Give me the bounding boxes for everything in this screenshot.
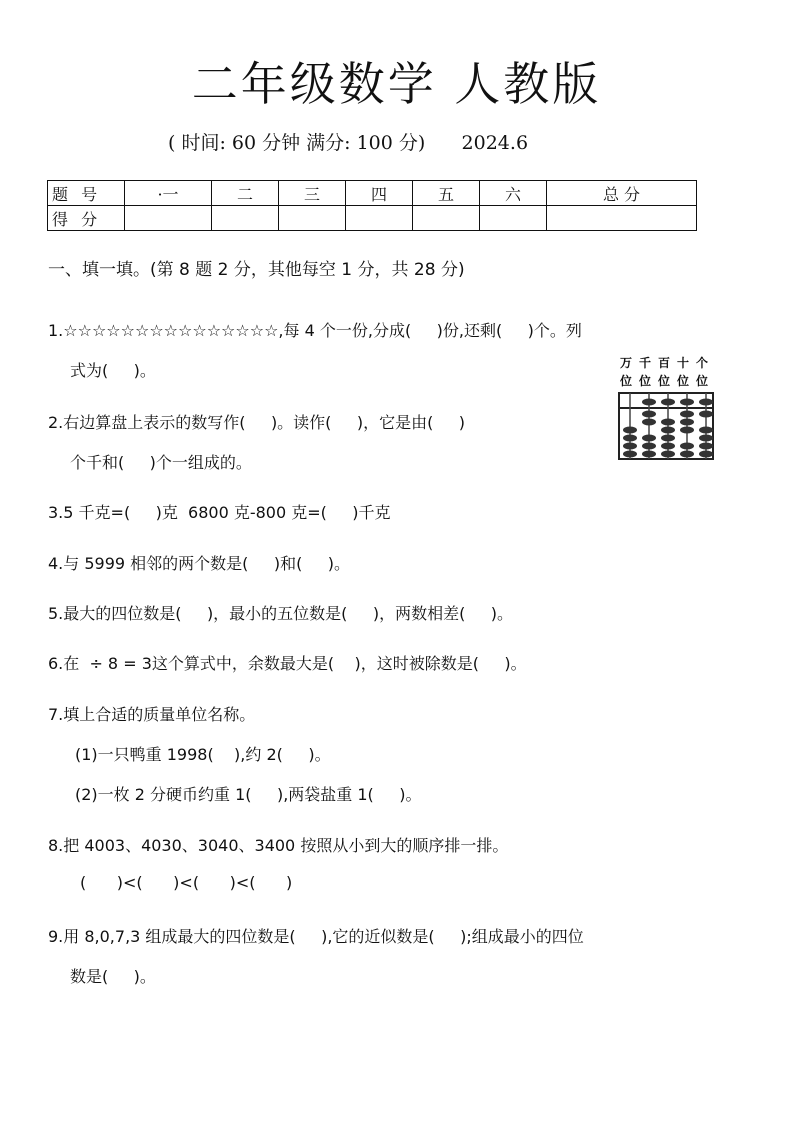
score-input-cell[interactable] [125,206,212,231]
exam-info: ( 时间: 60 分钟 满分: 100 分) 2024.6 [168,132,529,154]
score-table-header-row [48,181,697,206]
abacus-label: 位 [696,374,709,388]
score-input-cell[interactable] [479,206,546,231]
score-input-cell[interactable] [412,206,479,231]
score-header-cell: 五 [412,181,479,206]
score-header-cell: 六 [479,181,546,206]
abacus-image [618,354,716,462]
question-6: 6.在 ÷ 8 = 3这个算式中，余数最大是( )，这时被除数是( )。 [48,654,527,673]
section-heading: 一、填一填。(第 8 题 2 分，其他每空 1 分，共 28 分) [48,260,465,280]
question-8-answer-blanks: ( )<( )<( )<( ) [80,873,293,892]
question-9-line-1: 9.用 8,0,7,3 组成最大的四位数是( ),它的近似数是( );组成最小的四位 [48,927,584,946]
abacus-label: 千 [639,356,652,370]
score-header-cell: ·一 [125,181,212,206]
abacus-label: 万 [620,356,633,370]
abacus-label: 位 [639,374,652,388]
question-8: 8.把 4003、4030、3040、3400 按照从小到大的顺序排一排。 [48,836,509,855]
score-header-cell: 题 号 [48,181,125,206]
question-2-line-1: 2.右边算盘上表示的数写作( )。读作( )，它是由( ) [48,413,466,432]
question-7: 7.填上合适的质量单位名称。 [48,705,256,724]
score-input-cell[interactable] [278,206,345,231]
question-3: 3.5 千克=( )克 6800 克-800 克=( )千克 [48,503,391,522]
abacus-label: 百 [658,356,671,370]
question-1-line-2: 式为( )。 [70,361,156,380]
question-5: 5.最大的四位数是( )，最小的五位数是( )，两数相差( )。 [48,604,514,623]
question-2-line-2: 个千和( )个一组成的。 [70,453,252,472]
score-input-cell[interactable] [211,206,278,231]
question-7-part-2: (2)一枚 2 分硬币约重 1( ),两袋盐重 1( )。 [75,785,422,804]
page-title: 二年级数学 人教版 [191,57,602,111]
abacus-label: 位 [677,374,690,388]
score-header-cell: 三 [278,181,345,206]
question-9-line-2: 数是( )。 [70,967,156,986]
score-input-cell[interactable] [546,206,696,231]
score-row-label: 得 分 [48,206,125,231]
abacus-label: 十 [677,356,690,370]
question-4: 4.与 5999 相邻的两个数是( )和( )。 [48,554,350,573]
abacus-label: 位 [620,374,633,388]
abacus-frame [618,392,716,462]
score-table [47,180,697,231]
question-7-part-1: (1)一只鸭重 1998( ),约 2( )。 [75,745,331,764]
score-table-score-row [48,206,697,231]
score-header-cell: 总 分 [546,181,696,206]
score-header-cell: 四 [345,181,412,206]
score-header-cell: 二 [211,181,278,206]
abacus-label: 位 [658,374,671,388]
score-input-cell[interactable] [345,206,412,231]
question-1-line-1: 1.☆☆☆☆☆☆☆☆☆☆☆☆☆☆☆,每 4 个一份,分成( )份,还剩( )个。列 [48,321,582,340]
abacus-label: 个 [696,356,709,370]
